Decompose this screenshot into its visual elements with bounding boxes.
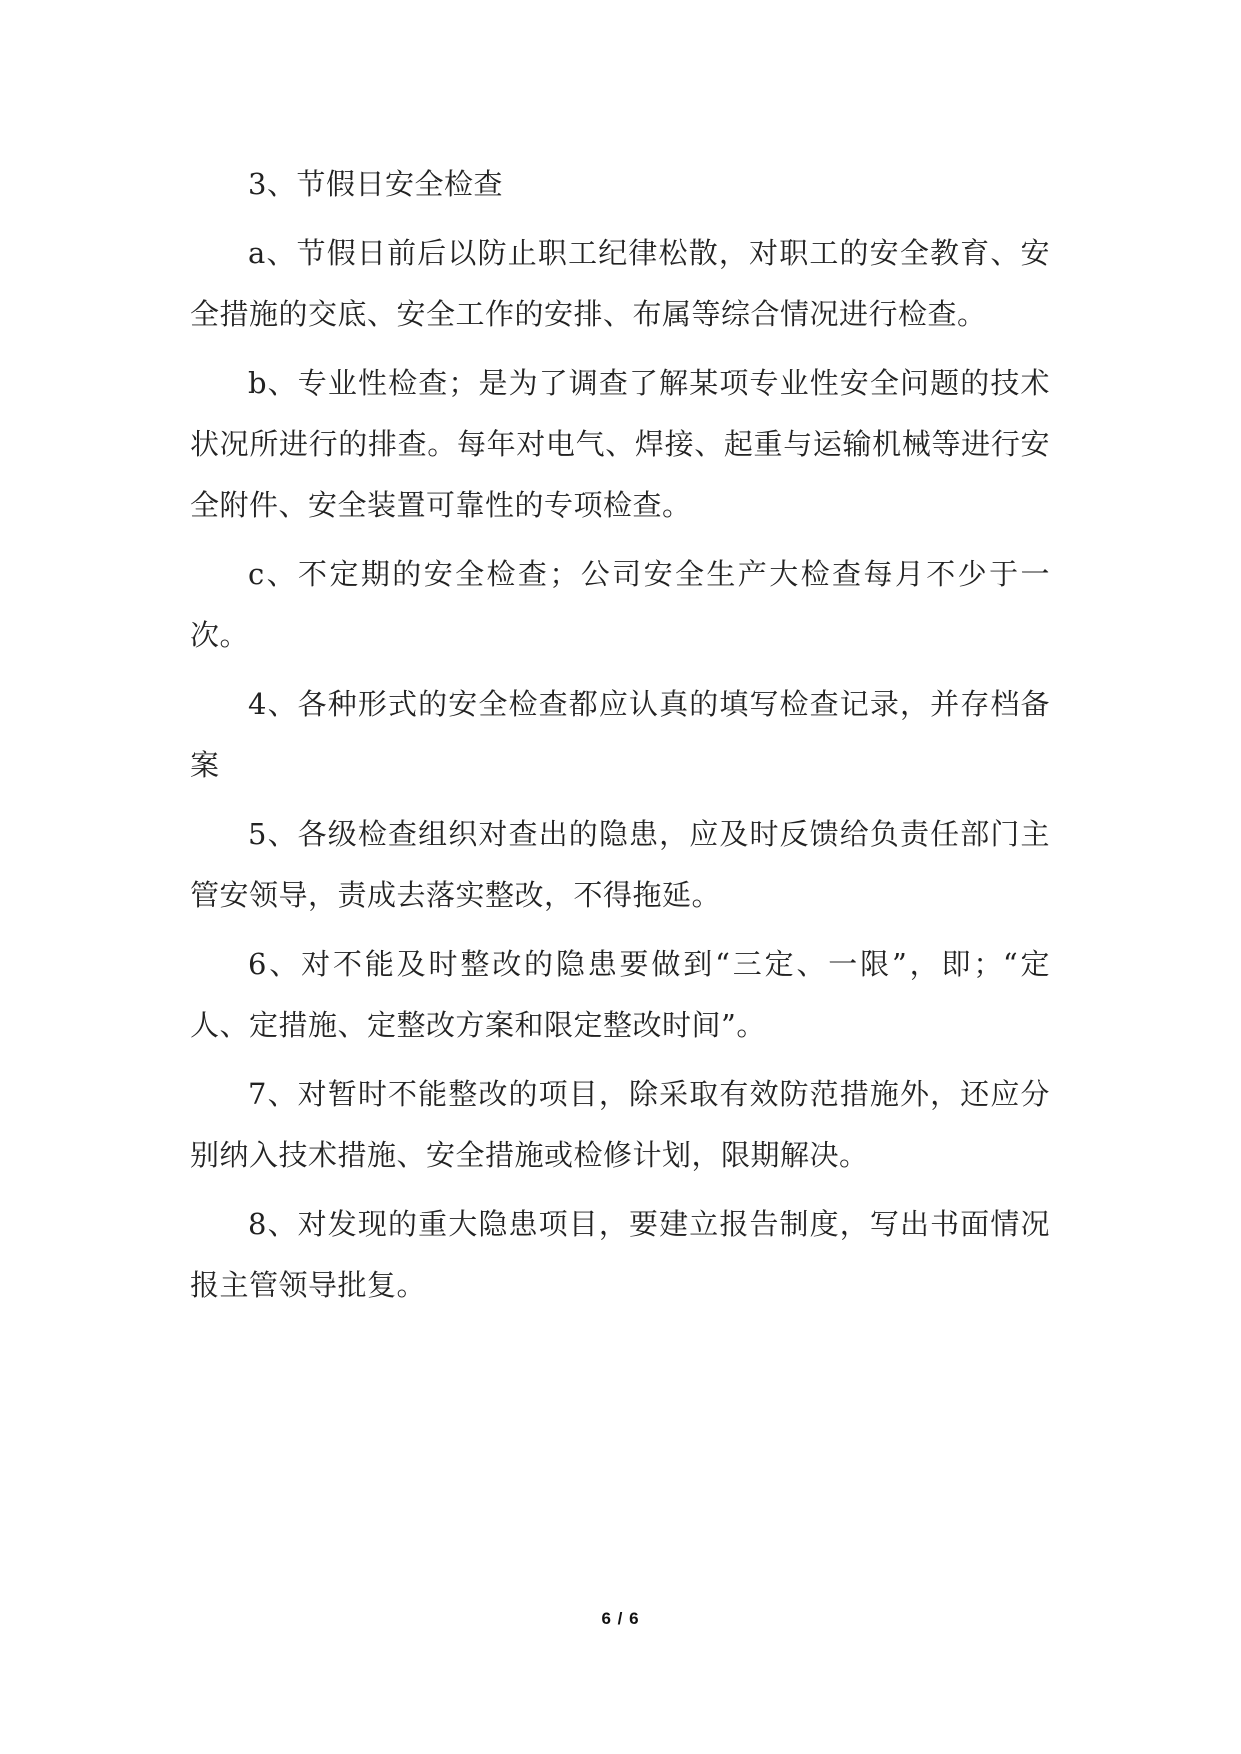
page-number: 6 / 6: [601, 1609, 640, 1628]
document-body: [190, 154, 1050, 1324]
paragraph-item-8: 8、对发现的重大隐患项目，要建立报告制度，写出书面情况报主管领导批复。: [190, 1207, 1050, 1302]
paragraph-item-3: 3、节假日安全检查: [248, 167, 503, 201]
paragraph-item-a: a、节假日前后以防止职工纪律松散，对职工的安全教育、安全措施的交底、安全工作的安排、布属等综合情况进行检查。: [190, 236, 1050, 331]
paragraph-item-4: 4、各种形式的安全检查都应认真的填写检查记录，并存档备案: [190, 687, 1050, 782]
paragraph-item-6: 6、对不能及时整改的隐患要做到“三定、一限”，即；“定人、定措施、定整改方案和限定整改时间”。: [190, 947, 1050, 1042]
paragraph-item-7: 7、对暂时不能整改的项目，除采取有效防范措施外，还应分别纳入技术措施、安全措施或检修计划，限期解决。: [190, 1077, 1050, 1172]
paragraph-item-b: b、专业性检查；是为了调查了解某项专业性安全问题的技术状况所进行的排查。每年对电气、焊接、起重与运输机械等进行安全附件、安全装置可靠性的专项检查。: [190, 366, 1050, 522]
paragraph-item-5: 5、各级检查组织对查出的隐患，应及时反馈给负责任部门主管安领导，责成去落实整改，不得拖延。: [190, 817, 1050, 912]
paragraph-item-c: c、不定期的安全检查；公司安全生产大检查每月不少于一次。: [190, 557, 1050, 652]
